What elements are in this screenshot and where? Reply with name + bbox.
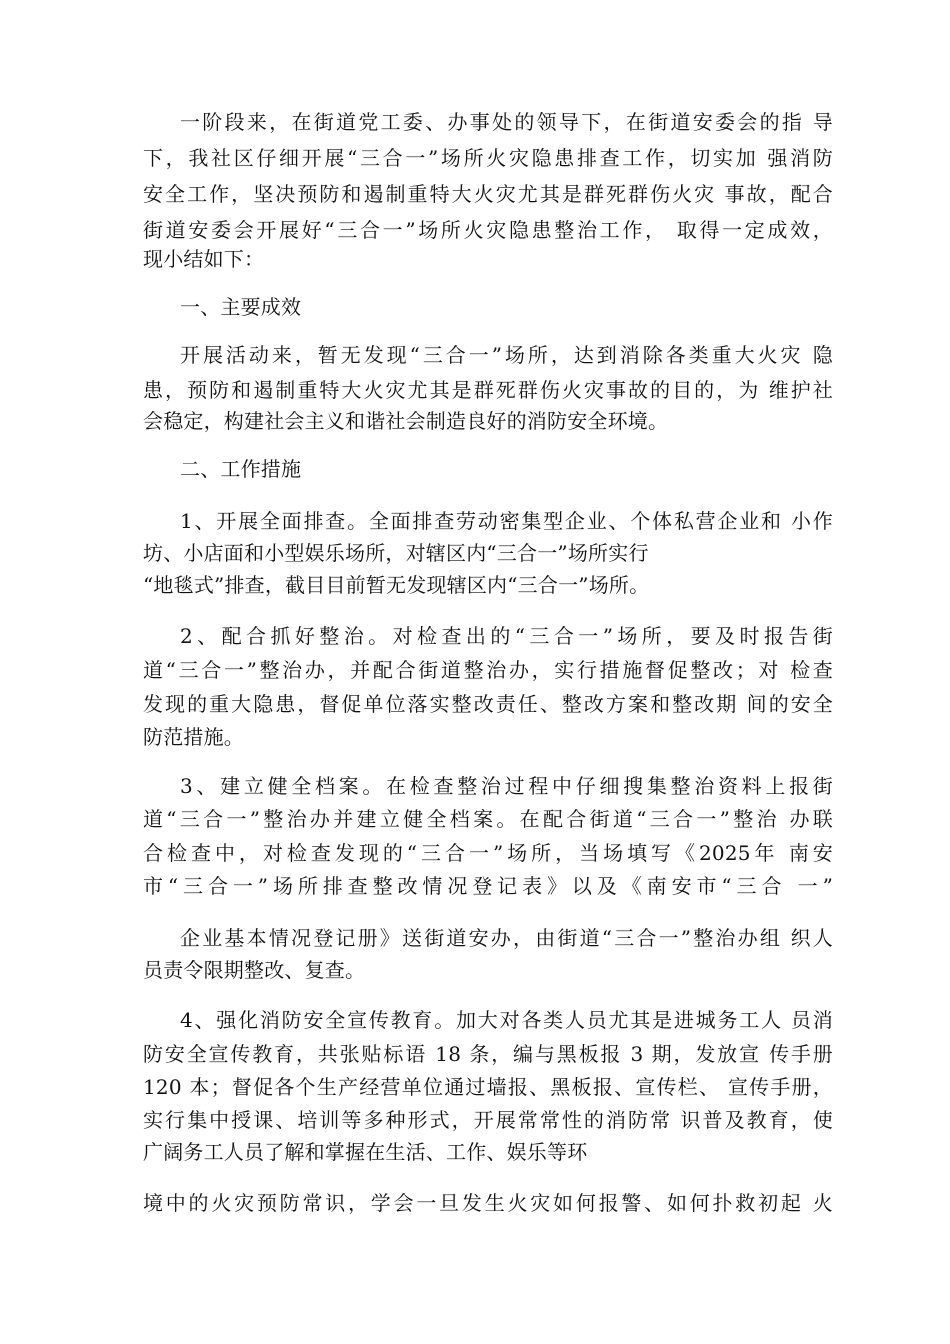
item-4-line-1: 4、强化消防安全宣传教育。加大对各类人员尤其是进城务工人 员消 xyxy=(180,1008,833,1032)
item-1-line-2: 坊、小店面和小型娱乐场所，对辖区内“三合一”场所实行 xyxy=(143,541,649,565)
item-3-line-4: 市“三合一”场所排查整改情况登记表》以及《南安市“三合 一” xyxy=(143,874,833,898)
item-2-line-4: 防范措施。 xyxy=(143,725,244,749)
item-2-line-2: 道“三合一”整治办，并配合街道整治办，实行措施督促整改；对 检查 xyxy=(143,658,833,682)
intro-line-2: 下，我社区仔细开展“三合一”场所火灾隐患排查工作，切实加 强消防 xyxy=(143,146,833,170)
section-1-line-2: 患，预防和遏制重特大火灾尤其是群死群伤火灾事故的目的，为 维护社 xyxy=(143,378,833,402)
section-1-line-3: 会稳定，构建社会主义和谐社会制造良好的消防安全环境。 xyxy=(143,409,669,433)
intro-line-5: 现小结如下： xyxy=(143,247,265,271)
item-1-line-3: “地毯式”排查，截目目前暂无发现辖区内“三合一”场所。 xyxy=(143,573,650,597)
item-3-cont-line-2: 员责令限期整改、复查。 xyxy=(143,958,366,982)
section-1-heading: 一、主要成效 xyxy=(180,295,302,319)
item-1-line-1: 1、开展全面排查。全面排查劳动密集型企业、个体私营企业和 小作 xyxy=(180,509,833,533)
item-3-line-2: 道“三合一”整治办并建立健全档案。在配合街道“三合一”整治 办联 xyxy=(143,807,833,831)
item-3-cont-line-1: 企业基本情况登记册》送街道安办，由街道“三合一”整治办组 织人 xyxy=(180,926,833,950)
item-2-line-3: 发现的重大隐患，督促单位落实整改责任、整改方案和整改期 间的安全 xyxy=(143,692,833,716)
item-4-line-4: 实行集中授课、培训等多种形式，开展常常性的消防常 识普及教育，使 xyxy=(143,1108,833,1132)
item-4-line-2: 防安全宣传教育，共张贴标语 18 条，编与黑板报 3 期，发放宣 传手册 xyxy=(143,1042,833,1066)
section-2-heading: 二、工作措施 xyxy=(180,457,302,481)
item-2-line-1: 2、配合抓好整治。对检查出的“三合一”场所，要及时报告街 xyxy=(180,624,833,648)
intro-line-3: 安全工作，坚决预防和遏制重特大火灾尤其是群死群伤火灾 事故，配合 xyxy=(143,182,833,206)
item-4-cont-line-1: 境中的火灾预防常识，学会一旦发生火灾如何报警、如何扑救初起 火 xyxy=(143,1191,833,1215)
item-3-line-3: 合检查中，对检查发现的“三合一”场所，当场填写《2025年 南安 xyxy=(143,841,833,865)
intro-line-4: 街道安委会开展好“三合一”场所火灾隐患整治工作， 取得一定成效， xyxy=(143,218,833,242)
section-1-line-1: 开展活动来，暂无发现“三合一”场所，达到消除各类重大火灾 隐 xyxy=(180,343,833,367)
item-4-line-3: 120 本；督促各个生产经营单位通过墙报、黑板报、宣传栏、 宣传手册， xyxy=(143,1075,833,1099)
item-4-line-5: 广阔务工人员了解和掌握在生活、工作、娱乐等环 xyxy=(143,1140,588,1164)
item-3-line-1: 3、建立健全档案。在检查整治过程中仔细搜集整治资料上报街 xyxy=(180,774,833,798)
intro-line-1: 一阶段来，在街道党工委、办事处的领导下，在街道安委会的指 导 xyxy=(180,110,833,134)
